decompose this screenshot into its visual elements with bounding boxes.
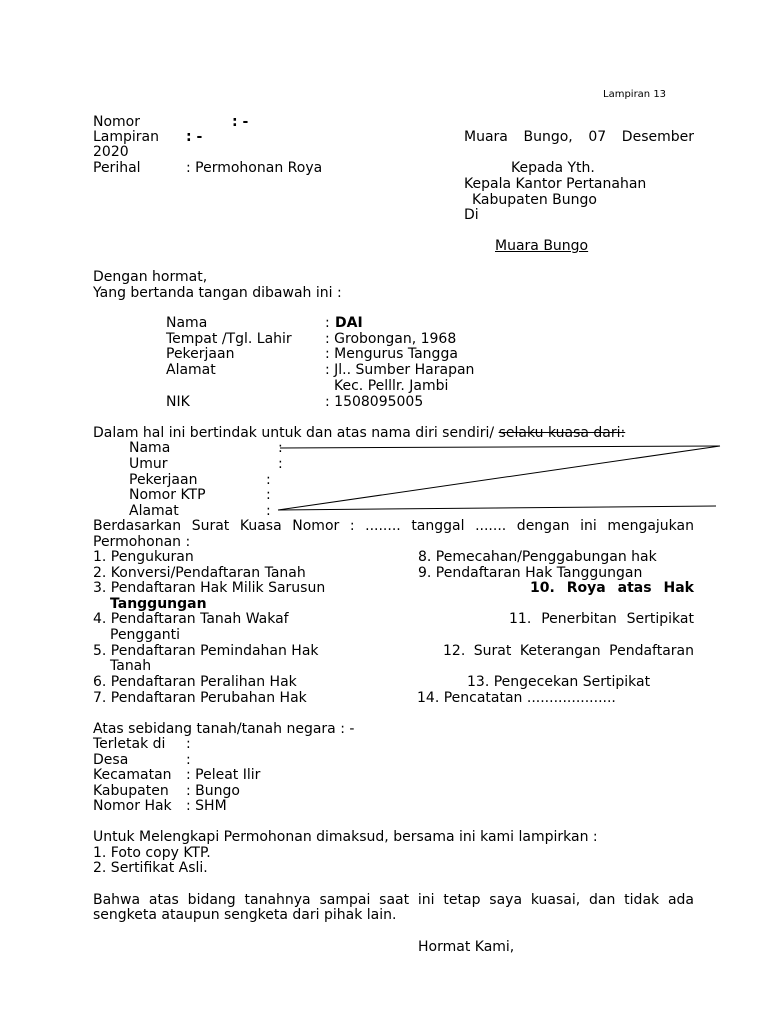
statement-line1: Bahwa atas bidang tanahnya sampai saat ini tetap saya kuasai, dan tidak ada (93, 892, 694, 908)
request-item: 3. Pendaftaran Hak Milik Sarusun (93, 580, 326, 596)
nomor-label: Nomor (93, 114, 140, 130)
lampiran-label: Lampiran (93, 129, 160, 145)
request-item: 1. Pengukuran (93, 549, 194, 565)
lampiran-value: : - (186, 129, 203, 145)
applicant-label: Pekerjaan (166, 346, 235, 362)
request-item: 14. Pencatatan .................... (417, 690, 616, 706)
request-item: 9. Pendaftaran Hak Tanggungan (418, 565, 643, 581)
recipient-line2: Kabupaten Bungo (472, 192, 597, 208)
request-item: 7. Pendaftaran Perubahan Hak (93, 690, 307, 706)
proxy-colon: : (266, 472, 271, 488)
request-item-cont: Pengganti (110, 627, 181, 643)
closing: Hormat Kami, (418, 939, 515, 955)
request-item-cont: Tanggungan (110, 596, 207, 612)
proxy-label: Alamat (129, 503, 179, 519)
land-label: Kecamatan (93, 767, 172, 783)
request-item: 5. Pendaftaran Pemindahan Hak (93, 643, 319, 659)
proxy-colon: : (278, 456, 283, 472)
recipient-city: Muara Bungo (495, 238, 589, 254)
recipient-line3: Di (464, 207, 479, 223)
request-item: 4. Pendaftaran Tanah Wakaf (93, 611, 289, 627)
intro: Yang bertanda tangan dibawah ini : (93, 285, 342, 301)
date-year: 2020 (93, 144, 129, 160)
proxy-colon: : (266, 487, 271, 503)
perihal-value: : Permohonan Roya (186, 160, 323, 176)
recipient-line1: Kepala Kantor Pertanahan (464, 176, 647, 192)
attachment-number: Lampiran 13 (603, 89, 667, 100)
applicant-label: Nama (166, 315, 208, 331)
request-item: 10. Roya atas Hak (530, 580, 694, 596)
land-value: : SHM (186, 798, 227, 814)
proxy-struck: selaku kuasa dari: (498, 425, 626, 441)
applicant-name: DAI (335, 315, 363, 331)
request-item: 6. Pendaftaran Peralihan Hak (93, 674, 297, 690)
land-value: : Peleat Ilir (186, 767, 261, 783)
proxy-statement: Dalam hal ini bertindak untuk dan atas nama diri sendiri/ selaku kuasa dari: (93, 425, 626, 441)
land-value: : Bungo (186, 783, 240, 799)
request-item-cont: Tanah (110, 658, 152, 674)
request-item: 11. Penerbitan Sertipikat (509, 611, 694, 627)
statement-line2: sengketa ataupun sengketa dari pihak lain. (93, 907, 397, 923)
proxy-label: Nama (129, 440, 171, 456)
applicant-label: NIK (166, 394, 190, 410)
applicant-label: Tempat /Tgl. Lahir (166, 331, 292, 347)
basis-line2: Permohonan : (93, 534, 191, 550)
attachment-item: 1. Foto copy KTP. (93, 845, 211, 861)
request-item: 8. Pemecahan/Penggabungan hak (418, 549, 657, 565)
proxy-label: Nomor KTP (129, 487, 206, 503)
attachments-intro: Untuk Melengkapi Permohonan dimaksud, bersama ini kami lampirkan : (93, 829, 598, 845)
attachment-item: 2. Sertifikat Asli. (93, 860, 208, 876)
land-label: Nomor Hak (93, 798, 172, 814)
salutation: Dengan hormat, (93, 269, 208, 285)
recipient-greeting: Kepada Yth. (511, 160, 595, 176)
land-label: Desa (93, 752, 129, 768)
land-label: Kabupaten (93, 783, 169, 799)
proxy-label: Pekerjaan (129, 472, 198, 488)
proxy-colon: : (278, 440, 283, 456)
request-item: 2. Konversi/Pendaftaran Tanah (93, 565, 306, 581)
request-item: 13. Pengecekan Sertipikat (467, 674, 651, 690)
land-value: : (186, 752, 191, 768)
land-intro: Atas sebidang tanah/tanah negara : - (93, 721, 355, 737)
applicant-name-colon: : (325, 315, 330, 331)
applicant-value: : Mengurus Tangga (325, 346, 458, 362)
land-value: : (186, 736, 191, 752)
applicant-value: : Grobongan, 1968 (325, 331, 457, 347)
nomor-value: : - (232, 114, 249, 130)
proxy-label: Umur (129, 456, 168, 472)
applicant-value: : Jl.. Sumber Harapan (325, 362, 475, 378)
applicant-label: Alamat (166, 362, 216, 378)
land-label: Terletak di (93, 736, 166, 752)
perihal-label: Perihal (93, 160, 141, 176)
proxy-colon: : (266, 503, 271, 519)
basis-line1: Berdasarkan Surat Kuasa Nomor : ........ tanggal ....... dengan ini mengajukan (93, 518, 694, 534)
request-item: 12. Surat Keterangan Pendaftaran (443, 643, 694, 659)
place-date: Muara Bungo, 07 Desember (464, 129, 694, 145)
applicant-address-line2: Kec. Pelllr. Jambi (334, 378, 449, 394)
applicant-value: : 1508095005 (325, 394, 424, 410)
